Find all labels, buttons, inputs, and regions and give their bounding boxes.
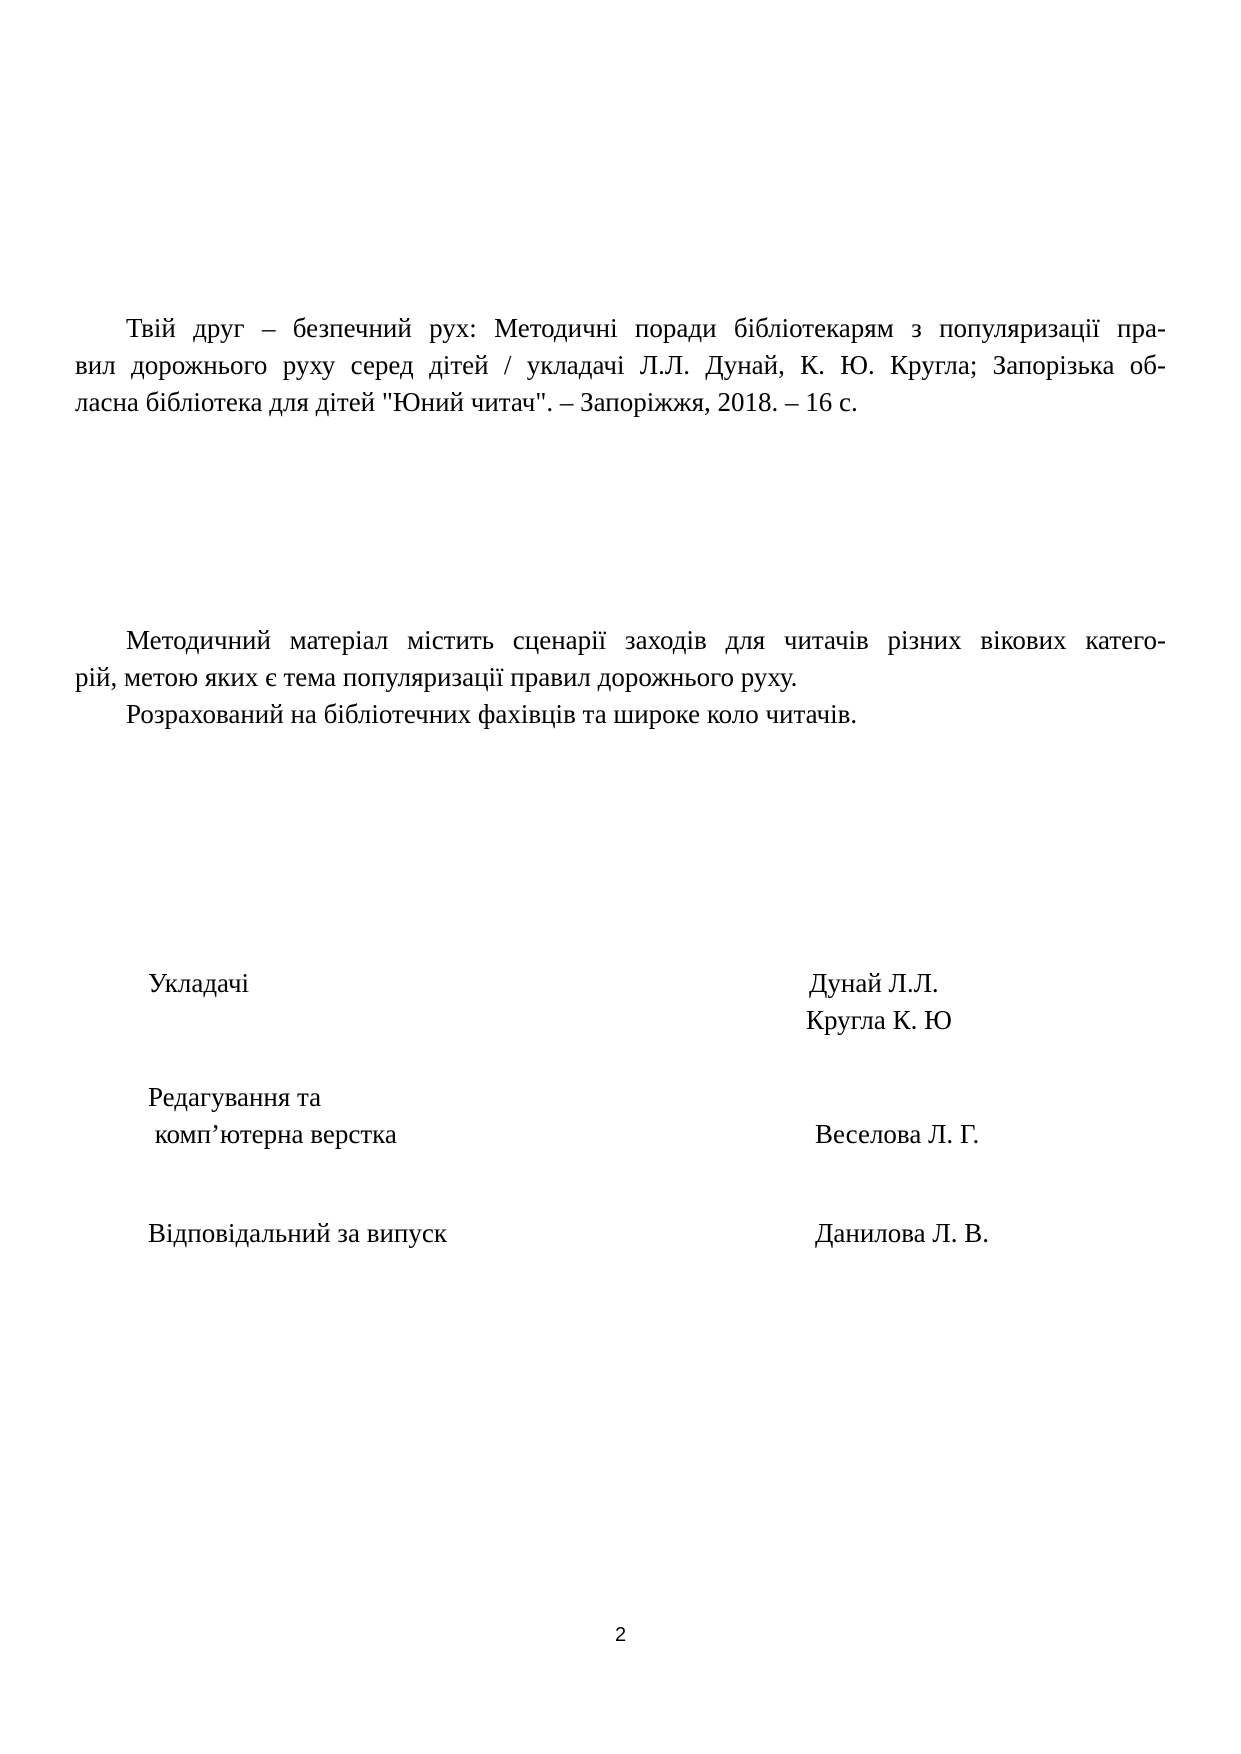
page-number: 2: [614, 1624, 627, 1646]
bibliographic-line: вил дорожнього руху серед дітей / укладачі Л.Л. Дунай, К. Ю. Кругла; Запорізька об-: [75, 350, 1166, 380]
editor-name: Веселова Л. Г.: [815, 1119, 980, 1149]
editing-label: Редагування та: [148, 1082, 322, 1112]
annotation-line: рій, метою яких є тема популяризації правил дорожнього руху.: [75, 662, 798, 692]
annotation: [75, 622, 1166, 733]
bibliographic-line: Твій друг – безпечний рух: Методичні поради бібліотекарям з популяризації пра-: [126, 313, 1166, 343]
editing-label: комп’ютерна верстка: [148, 1119, 397, 1149]
annotation-line: Методичний матеріал містить сценарії заходів для читачів різних вікових катего-: [126, 625, 1166, 655]
responsible-name: Данилова Л. В.: [815, 1218, 989, 1248]
compilers-label: Укладачі: [148, 968, 250, 998]
bibliographic-line: ласна бібліотека для дітей "Юний читач". – Запоріжжя, 2018. – 16 с.: [75, 387, 858, 417]
compiler-name: Кругла К. Ю: [806, 1005, 952, 1035]
responsible-label: Відповідальний за випуск: [148, 1218, 447, 1248]
bibliographic-entry: [75, 310, 1166, 421]
annotation-line: Розрахований на бібліотечних фахівців та широке коло читачів.: [126, 699, 858, 729]
compiler-name: Дунай Л.Л.: [809, 968, 939, 998]
